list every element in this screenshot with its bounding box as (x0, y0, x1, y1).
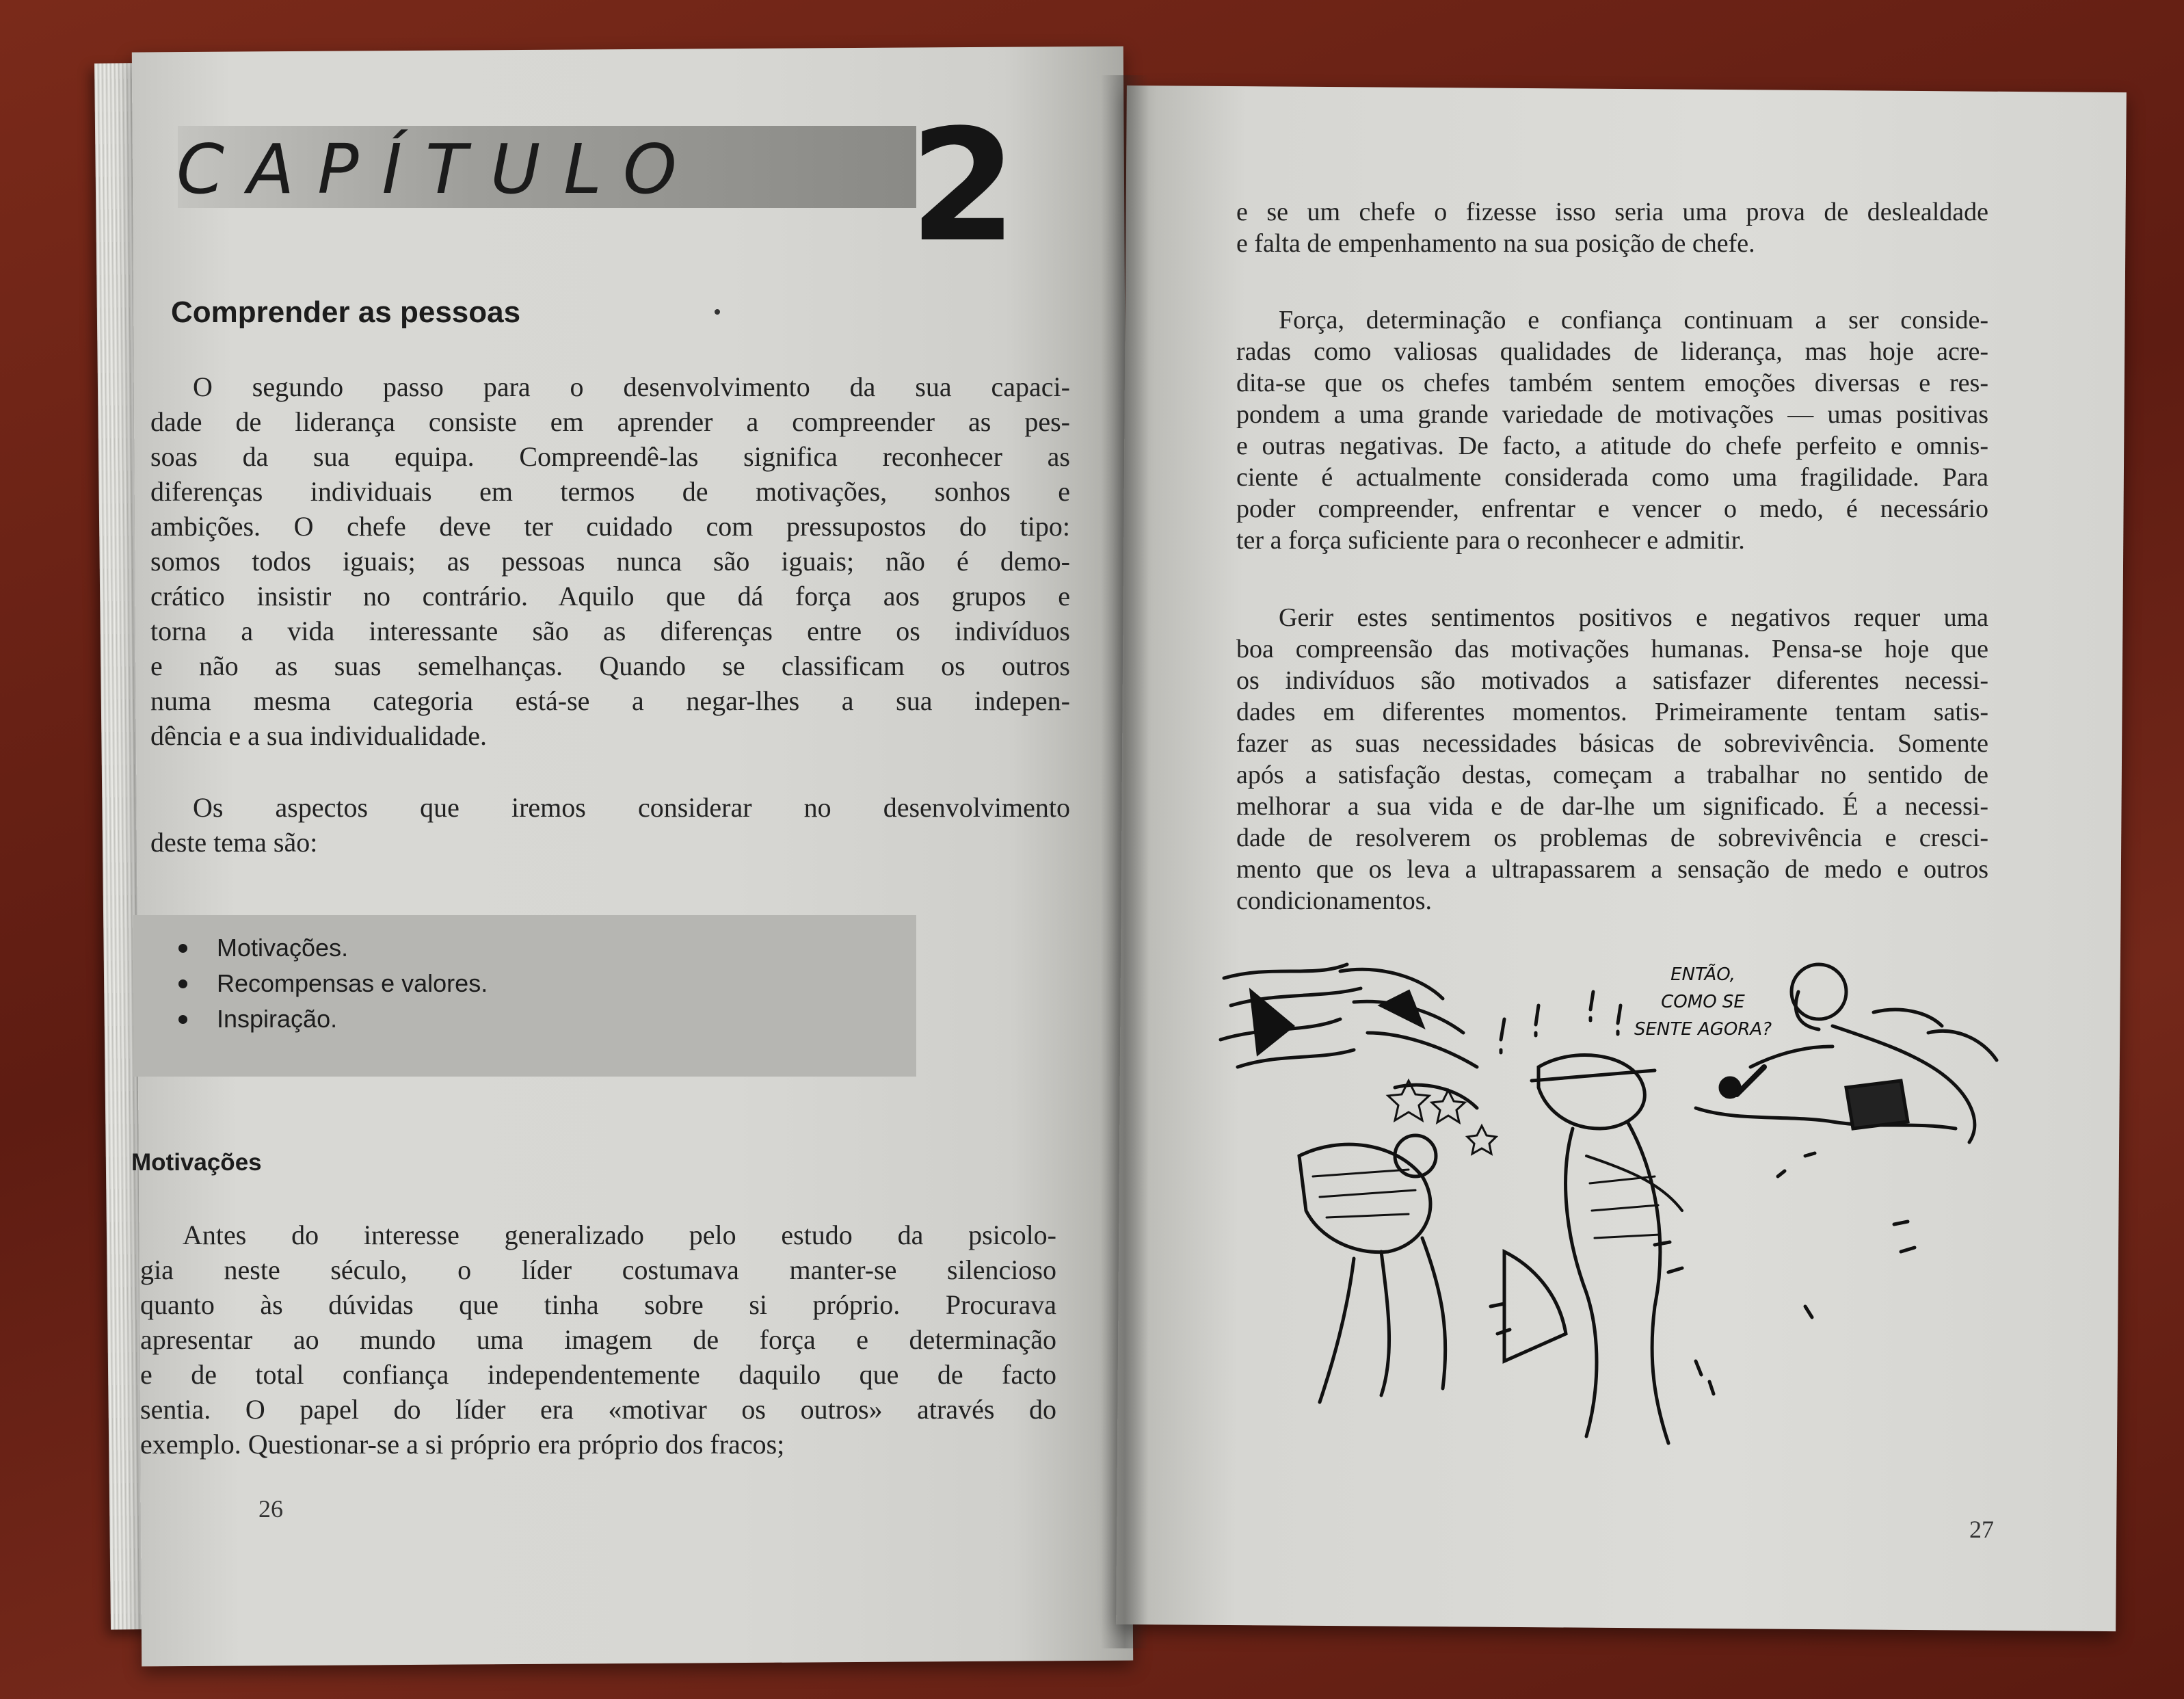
text-line: ambições. O chefe deve ter cuidado com pressupostos do tipo: (150, 511, 1070, 542)
bullet-icon (178, 979, 187, 988)
text-line: dência e a sua individualidade. (150, 720, 488, 751)
text-line: dade de liderança consiste em aprender a compreender as pes- (150, 406, 1070, 437)
left-paragraph-1 (150, 369, 1070, 753)
text-line: e se um chefe o fizesse isso seria uma prova de deslealdade (1236, 198, 1988, 226)
text-line: após a satisfação destas, começam a trabalhar no sentido de (1236, 761, 1988, 789)
text-line: fazer as suas necessidades básicas de sobrevivência. Somente (1236, 729, 1988, 758)
bullet-icon (178, 1015, 187, 1024)
aspect-label: Inspiração. (217, 1005, 338, 1033)
subheading-motivacoes: Motivações (131, 1149, 262, 1176)
aspect-label: Recompensas e valores. (217, 969, 488, 997)
text-line: os indivíduos são motivados a satisfazer diferentes necessi- (1236, 666, 1988, 695)
text-line: pondem a uma grande variedade de motivações — umas positivas (1236, 400, 1988, 429)
text-line: O segundo passo para o desenvolvimento da sua capaci- (193, 371, 1070, 402)
text-line: Gerir estes sentimentos positivos e negativos requer uma (1279, 603, 1988, 632)
aspect-label: Motivações. (217, 934, 349, 962)
text-line: mento que os leva a ultrapassarem a sensação de medo e outros (1236, 855, 1988, 884)
right-paragraph-1 (1236, 196, 1988, 259)
left-paragraph-2 (150, 790, 1070, 860)
text-line: Antes do interesse generalizado pelo estudo da psicolo- (183, 1220, 1056, 1250)
aspect-item (174, 930, 488, 966)
text-line: radas como valiosas qualidades de liderança, mas hoje acre- (1236, 337, 1988, 366)
text-line: ciente é actualmente considerada como uma fragilidade. Para (1236, 463, 1988, 492)
text-line: gia neste século, o líder costumava manter-se silencioso (140, 1254, 1056, 1285)
text-line: torna a vida interessante são as diferenças entre os indivíduos (150, 616, 1070, 646)
balloon-line-3: SENTE AGORA? (1634, 1019, 1772, 1040)
text-line: melhorar a sua vida e de dar-lhe um significado. É a necessi- (1236, 792, 1988, 821)
text-line: Força, determinação e confiança continuam a ser conside- (1279, 306, 1988, 334)
right-paragraph-3 (1236, 602, 1988, 917)
text-line: somos todos iguais; as pessoas nunca são iguais; não é demo- (150, 546, 1070, 577)
right-paragraph-2 (1236, 304, 1988, 556)
text-line: quanto às dúvidas que tinha sobre si próprio. Procurava (140, 1289, 1056, 1320)
text-line: exemplo. Questionar-se a si próprio era próprio dos fracos; (140, 1429, 785, 1460)
aspect-item (174, 1001, 488, 1037)
chapter-word: CAPÍTULO (176, 129, 700, 209)
text-line: numa mesma categoria está-se a negar-lhes a sua indepen- (150, 685, 1070, 716)
section-title: Comprender as pessoas (171, 295, 521, 329)
cartoon-illustration (1217, 951, 2003, 1498)
text-line: deste tema são: (150, 827, 318, 858)
bullet-icon (178, 944, 187, 953)
book-gutter (1101, 75, 1149, 1648)
left-paragraph-3 (140, 1217, 1056, 1462)
chapter-number: 2 (909, 96, 1017, 276)
cartoon-speech-text (1634, 961, 1772, 1043)
text-line: Os aspectos que iremos considerar no desenvolvimento (193, 792, 1070, 823)
text-line: soas da sua equipa. Compreendê-las significa reconhecer as (150, 441, 1070, 472)
text-line: e não as suas semelhanças. Quando se classificam os outros (150, 650, 1070, 681)
text-line: poder compreender, enfrentar e vencer o medo, é necessário (1236, 495, 1988, 523)
text-line: apresentar ao mundo uma imagem de força e determinação (140, 1324, 1056, 1355)
balloon-line-1: ENTÃO, (1670, 964, 1735, 985)
text-line: e outras negativas. De facto, a atitude do chefe perfeito e omnis- (1236, 432, 1988, 460)
text-line: dade de resolverem os problemas de sobrevivência e cresci- (1236, 824, 1988, 852)
aspect-item (174, 966, 488, 1001)
text-line: dita-se que os chefes também sentem emoções diversas e res- (1236, 369, 1988, 397)
aspects-list (174, 930, 488, 1037)
balloon-line-2: COMO SE (1661, 992, 1745, 1012)
page-number-right: 27 (1969, 1516, 1994, 1543)
text-line: sentia. O papel do líder era «motivar os outros» através do (140, 1394, 1056, 1425)
text-line: condicionamentos. (1236, 886, 1432, 915)
text-line: diferenças individuais em termos de motivações, sonhos e (150, 476, 1070, 507)
text-line: boa compreensão das motivações humanas. Pensa-se hoje que (1236, 635, 1988, 663)
text-line: ter a força suficiente para o reconhecer e admitir. (1236, 526, 1745, 555)
text-line: dades em diferentes momentos. Primeiramente tentam satis- (1236, 698, 1988, 726)
decorative-dot (715, 309, 720, 315)
text-line: e falta de empenhamento na sua posição de chefe. (1236, 229, 1755, 258)
text-line: crático insistir no contrário. Aquilo que dá força aos grupos e (150, 581, 1070, 611)
page-number-left: 26 (258, 1495, 283, 1523)
text-line: e de total confiança independentemente daquilo que de facto (140, 1359, 1056, 1390)
